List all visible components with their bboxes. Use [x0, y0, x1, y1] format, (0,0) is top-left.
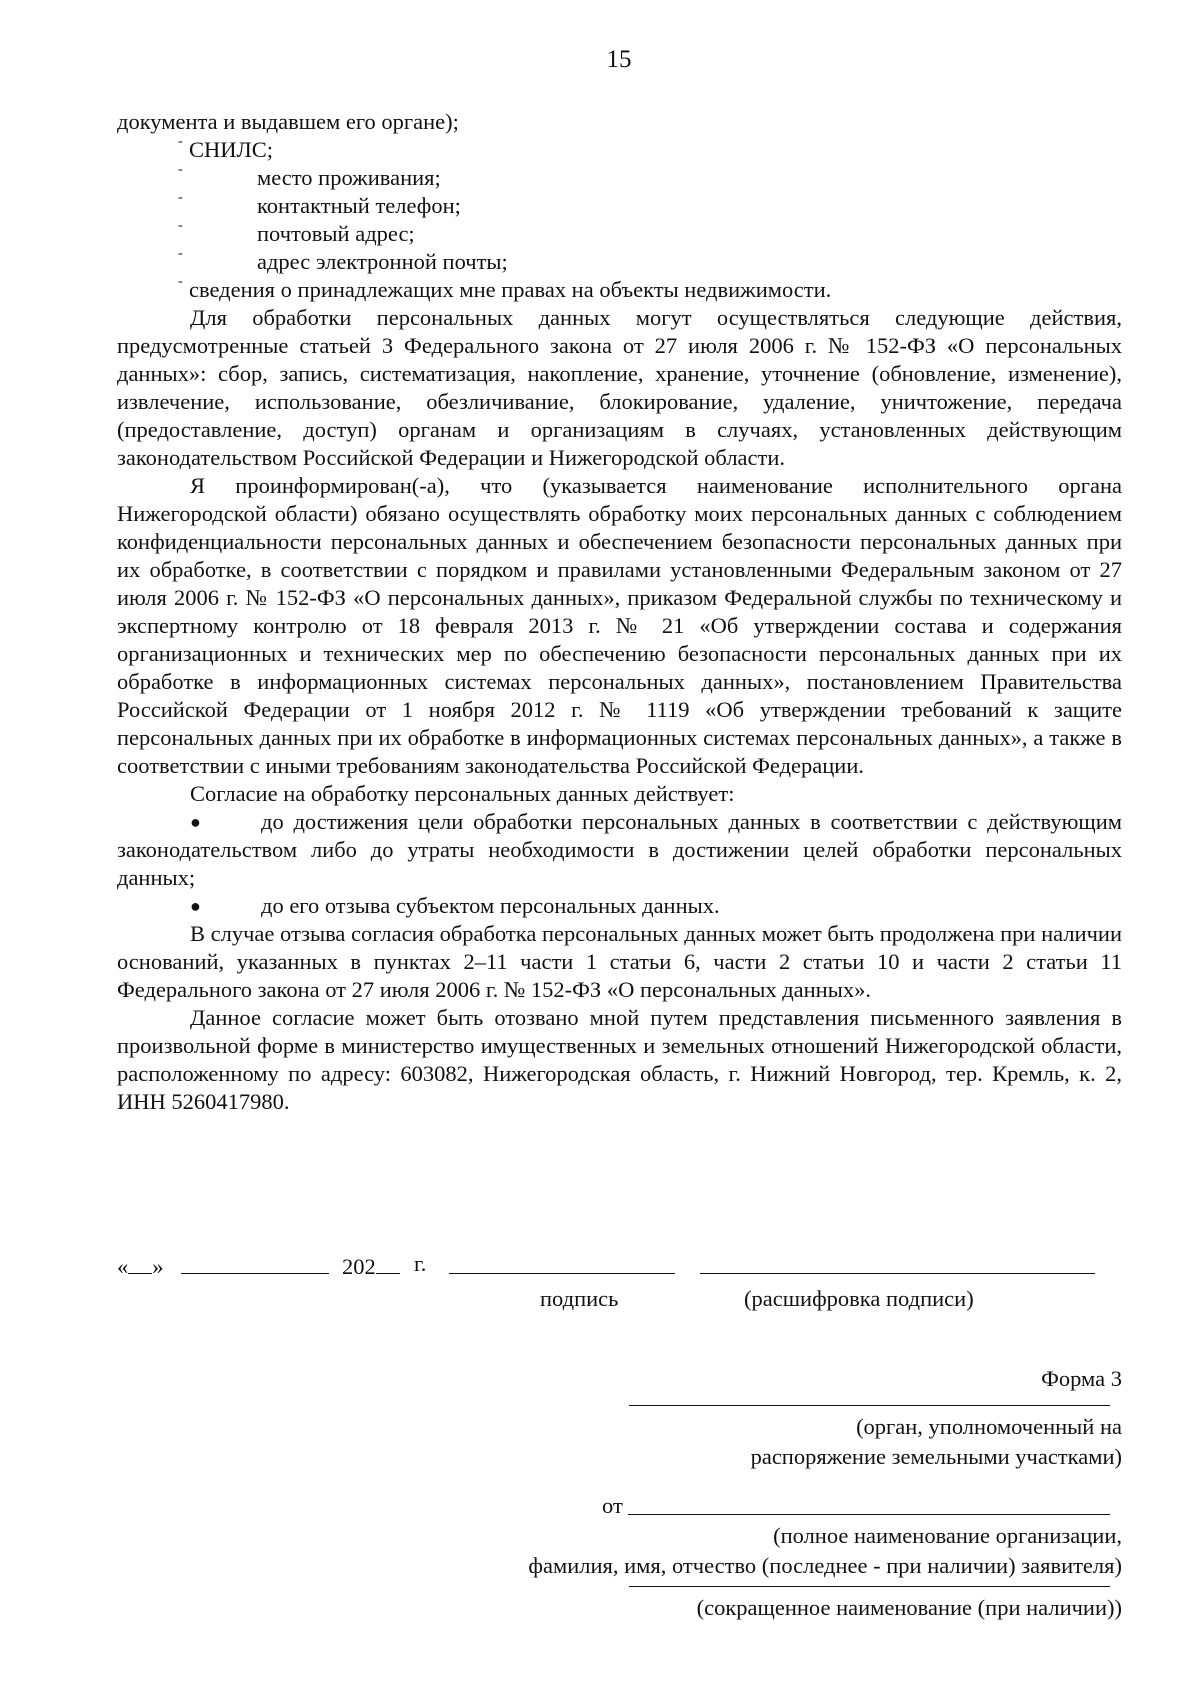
paragraph-revocation: Данное согласие может быть отозвано мной путем представления письменного заявления в произвольной форме в министерство имущественных и земельных отношений Нижегородской области, расположенному по адресу: 603082, Нижегородская область, г. Нижний Новгород, тер. Кремль, к. 2, ИНН 5260417980.	[117, 1005, 1122, 1114]
list-item-postal-address: - почтовый адрес;	[178, 218, 415, 246]
short-name-caption: (сокращенное наименование (при наличии))	[696, 1595, 1122, 1620]
bullet-item-revocation: ● до его отзыва субъектом персональных данных.	[190, 893, 720, 918]
date-year-suffix: г.	[414, 1251, 427, 1276]
document-body	[117, 108, 1122, 1116]
signature-caption: подпись	[540, 1286, 619, 1311]
bullet-icon: ●	[190, 812, 201, 832]
paragraph-validity-intro: Согласие на обработку персональных данных действует:	[190, 781, 735, 806]
page-number: 15	[606, 46, 632, 73]
signature-field[interactable]	[449, 1251, 675, 1280]
bullet-icon: ●	[190, 896, 201, 916]
top-fragment: документа и выдавшем его органе);	[117, 109, 459, 134]
authority-field[interactable]	[629, 1405, 1110, 1406]
list-item-residence: - место проживания;	[178, 162, 441, 190]
list-item-phone: - контактный телефон;	[178, 190, 461, 218]
paragraph-withdrawal: В случае отзыва согласия обработка персональных данных может быть продолжена при наличии оснований, указанных в пунктах 2–11 части 1 статьи 6, части 2 статьи 10 и части 2 статьи 11 Федерального закона от 27 июля 2006 г. № 152-ФЗ «О персональных данных».	[117, 921, 1122, 1002]
applicant-caption: (полное наименование организации, фамилия, имя, отчество (последнее - при наличии) заявителя)	[528, 1523, 1122, 1578]
list-item-email: - адрес электронной почты;	[178, 246, 508, 274]
authority-caption: (орган, уполномоченный на распоряжение земельными участками)	[750, 1414, 1122, 1469]
from-label: от	[602, 1493, 623, 1518]
paragraph-informed: Я проинформирован(-а), что (указывается наименование исполнительного органа Нижегородской области) обязано осуществлять обработку моих персональных данных с соблюдением конфиденциальности персональных данных и обеспечением безопасности персональных данных при их обработке, в соответствии с порядком и правилами установленными Федеральным законом от 27 июля 2006 г. № 152-ФЗ «О персональных данных», приказом Федеральной службы по техническому и экспертному контролю от 18 февраля 2013 г. № 21 «Об утверждении состава и содержания организационных и технических мер по обеспечению безопасности персональных данных при их обработке в информационных системах персональных данных», постановлением Правительства Российской Федерации от 1 ноября 2012 г. № 1119 «Об утверждении требований к защите персональных данных при их обработке в информационных системах персональных данных», а также в соответствии с иными требованиям законодательства Российской Федерации.	[117, 473, 1122, 778]
form-title: Форма 3	[1041, 1366, 1122, 1391]
applicant-field[interactable]	[628, 1514, 1110, 1515]
signature-row	[117, 1251, 1122, 1281]
list-item-property-rights: - сведения о принадлежащих мне правах на объекты недвижимости.	[178, 274, 832, 302]
paragraph-processing-actions: Для обработки персональных данных могут осуществляться следующие действия, предусмотренные статьей 3 Федерального закона от 27 июля 2006 г. № 152-ФЗ «О персональных данных»: сбор, запись, систематизация, накопление, хранение, уточнение (обновление, изменение), извлечение, использование, обезличивание, блокирование, удаление, уничтожение, передача (предоставление, доступ) органам и организациям в случаях, установленных действующим законодательством Российской Федерации и Нижегородской области.	[117, 305, 1122, 470]
date-year-field[interactable]: 202	[342, 1251, 400, 1280]
date-month-field[interactable]	[181, 1251, 329, 1280]
signature-decoding-field[interactable]	[700, 1251, 1095, 1280]
signature-decoding-caption: (расшифровка подписи)	[744, 1286, 974, 1311]
bullet-item-goal: ● до достижения цели обработки персональных данных в соответствии с действующим законодательством либо до утраты необходимости в достижении целей обработки персональных данных;	[117, 809, 1122, 890]
list-item-snils: - СНИЛС;	[178, 134, 274, 162]
short-name-field[interactable]	[629, 1586, 1110, 1587]
date-day-field[interactable]: « »	[117, 1251, 164, 1280]
